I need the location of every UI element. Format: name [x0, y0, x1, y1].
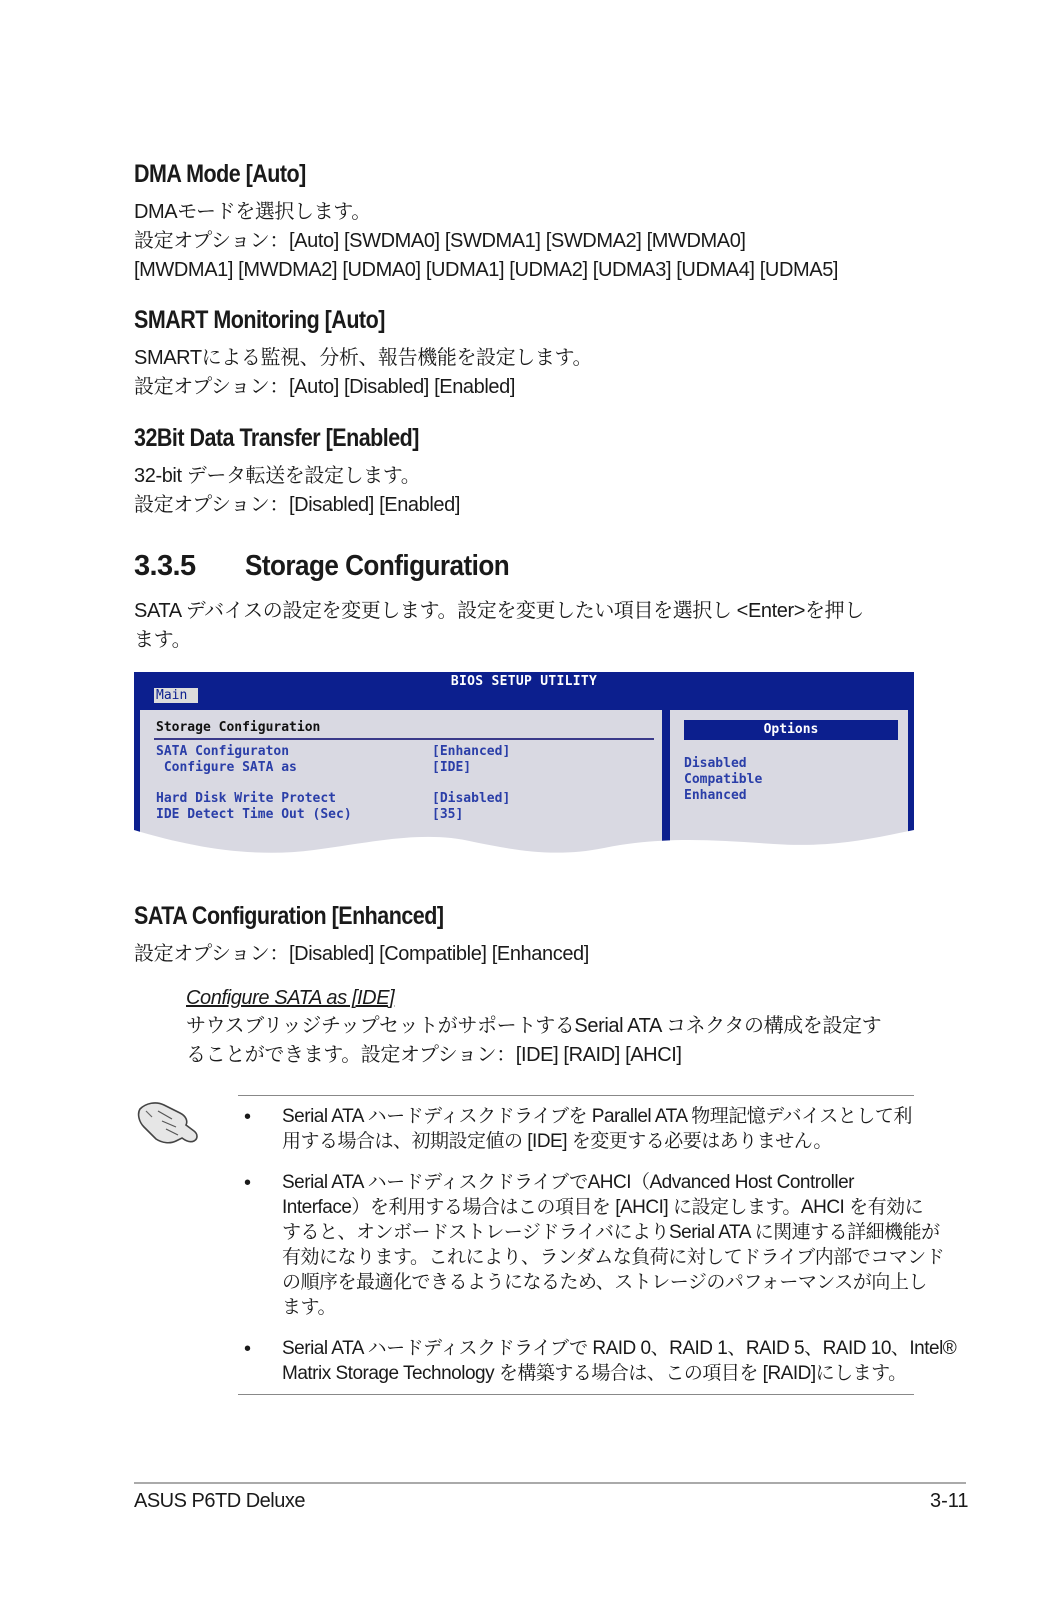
page-number: 3-11: [930, 1490, 969, 1512]
smart-monitoring-heading: SMART Monitoring [Auto]: [134, 306, 385, 334]
footer-product-name: ASUS P6TD Deluxe: [134, 1490, 305, 1512]
bios-tab-main[interactable]: Main: [154, 688, 198, 703]
bios-screenshot: [134, 672, 914, 858]
section-intro: [134, 597, 864, 655]
bit32-line-1: 32-bit データ転送を設定します。: [134, 465, 421, 487]
section-title: Storage Configuration: [245, 550, 510, 582]
note-item-2: [282, 1170, 944, 1320]
bios-option: Compatible: [684, 772, 763, 787]
data-transfer-description: [134, 462, 460, 520]
bios-item-label[interactable]: Configure SATA as: [156, 760, 297, 775]
sata-sub-line-1: サウスブリッジチップセットがサポートするSerial ATA コネクタの構成を設定す: [186, 1015, 882, 1037]
note-2-line-2: Interface）を利用する場合はこの項目を [AHCI] に設定します。AHCI を有効に: [282, 1197, 924, 1218]
bios-item-value[interactable]: [35]: [432, 807, 464, 822]
note-1-line-2: 用する場合は、初期設定値の [IDE] を変更する必要はありません。: [282, 1131, 832, 1152]
data-transfer-heading: 32Bit Data Transfer [Enabled]: [134, 424, 419, 452]
note-3-line-1: Serial ATA ハードディスクドライブで RAID 0、RAID 1、RAID 5、RAID 10、Intel®: [282, 1338, 957, 1359]
note-item-1: [282, 1104, 912, 1154]
bios-item-label[interactable]: Hard Disk Write Protect: [156, 791, 337, 806]
bios-option: Disabled: [684, 756, 747, 771]
note-top-rule: [238, 1095, 914, 1096]
sata-options-line: 設定オプション：[Disabled] [Compatible] [Enhanced]: [134, 943, 589, 965]
bios-title: BIOS SETUP UTILITY: [450, 674, 598, 689]
torn-edge-decoration: [134, 672, 914, 858]
bios-item-value[interactable]: [Enhanced]: [432, 744, 511, 759]
bios-option: Enhanced: [684, 788, 747, 803]
bullet-3: •: [244, 1338, 252, 1360]
bios-item-label[interactable]: SATA Configuraton: [156, 744, 290, 759]
sata-sub-line-2: ることができます。設定オプション：[IDE] [RAID] [AHCI]: [186, 1044, 682, 1066]
dma-line-1: DMAモードを選択します。: [134, 201, 371, 223]
bios-item-value[interactable]: [IDE]: [432, 760, 472, 775]
section-number: 3.3.5: [134, 550, 196, 582]
hand-note-icon: [136, 1097, 202, 1147]
configure-sata-subheading: Configure SATA as [IDE]: [186, 987, 395, 1009]
note-item-3: [282, 1336, 956, 1386]
note-2-line-3: すると、オンボードストレージドライバによりSerial ATA に関連する詳細機能が: [282, 1222, 940, 1243]
note-2-line-1: Serial ATA ハードディスクドライブでAHCI（Advanced Host Controller: [282, 1172, 854, 1193]
smart-monitoring-description: [134, 344, 592, 402]
bios-item-value[interactable]: [Disabled]: [432, 791, 511, 806]
bios-item-label[interactable]: IDE Detect Time Out (Sec): [156, 807, 352, 822]
bit32-line-2: 設定オプション：[Disabled] [Enabled]: [134, 494, 461, 516]
bullet-2: •: [244, 1172, 252, 1194]
configure-sata-description: [186, 1012, 881, 1070]
bios-panel-heading: Storage Configuration: [156, 720, 321, 735]
dma-mode-description: [134, 198, 838, 285]
footer-rule: [134, 1482, 966, 1484]
section-line-1: SATA デバイスの設定を変更します。設定を変更したい項目を選択し <Enter>を押し: [134, 600, 864, 622]
note-1-line-1: Serial ATA ハードディスクドライブを Parallel ATA 物理記憶デバイスとして利: [282, 1106, 912, 1127]
smart-line-2: 設定オプション：[Auto] [Disabled] [Enabled]: [134, 376, 516, 398]
bullet-1: •: [244, 1106, 252, 1128]
smart-line-1: SMARTによる監視、分析、報告機能を設定します。: [134, 347, 593, 369]
note-3-line-2: Matrix Storage Technology を構築する場合は、この項目を [RAID]にします。: [282, 1363, 907, 1384]
note-2-line-6: ます。: [282, 1297, 336, 1318]
bios-options-title: Options: [684, 720, 898, 740]
note-bottom-rule: [238, 1394, 914, 1395]
note-2-line-4: 有効になります。これにより、ランダムな負荷に対してドライブ内部でコマンド: [282, 1247, 945, 1268]
note-2-line-5: の順序を最適化できるようになるため、ストレージのパフォーマンスが向上し: [282, 1272, 927, 1293]
dma-mode-heading: DMA Mode [Auto]: [134, 160, 306, 188]
dma-line-3: [MWDMA1] [MWDMA2] [UDMA0] [UDMA1] [UDMA2] [UDMA3] [UDMA4] [UDMA5]: [134, 259, 839, 281]
section-line-2: ます。: [134, 629, 192, 651]
sata-configuration-heading: SATA Configuration [Enhanced]: [134, 902, 444, 930]
dma-line-2: 設定オプション：[Auto] [SWDMA0] [SWDMA1] [SWDMA2] [MWDMA0]: [134, 230, 746, 252]
